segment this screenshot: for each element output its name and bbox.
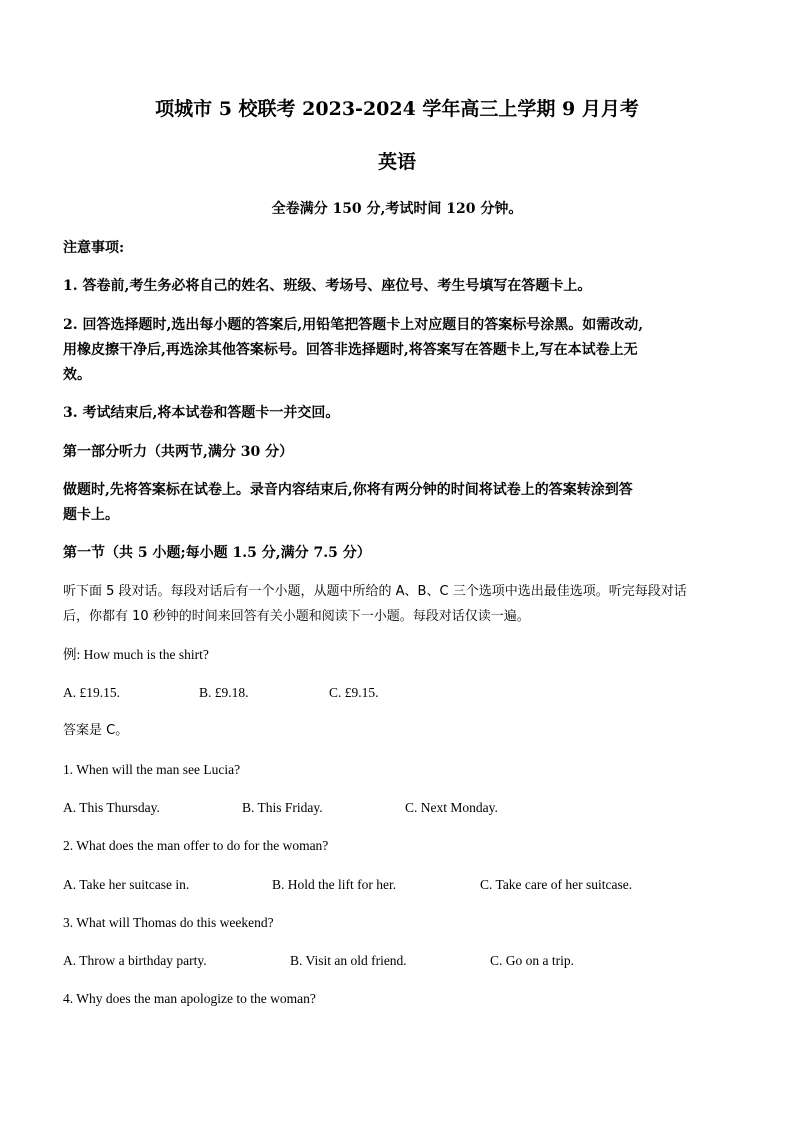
example-option-b: B. £9.18. xyxy=(199,685,249,700)
note-item-3: 3. 考试结束后,将本试卷和答题卡一并交回。 xyxy=(63,405,340,421)
notes-heading: 注意事项: xyxy=(63,240,125,256)
question-1-option-a: A. This Thursday. xyxy=(63,800,160,815)
note-item-2-line-2: 用橡皮擦干净后,再选涂其他答案标号。回答非选择题时,将答案写在答题卡上,写在本试卷上无 xyxy=(63,342,638,358)
note-item-2-line-1: 2. 回答选择题时,选出每小题的答案后,用铅笔把答题卡上对应题目的答案标号涂黑。如需改动, xyxy=(63,317,644,333)
note-item-2-line-3: 效。 xyxy=(63,367,91,383)
example-option-c: C. £9.15. xyxy=(329,685,379,700)
question-3-option-a: A. Throw a birthday party. xyxy=(63,953,207,968)
question-2-option-c: C. Take care of her suitcase. xyxy=(480,877,633,892)
subject-title: 英语 xyxy=(377,151,416,173)
score-info: 全卷满分 150 分,考试时间 120 分钟。 xyxy=(271,201,523,217)
question-1-option-c: C. Next Monday. xyxy=(405,800,498,815)
exam-title: 项城市 5 校联考 2023-2024 学年高三上学期 9 月月考 xyxy=(155,98,639,120)
note-item-1: 1. 答卷前,考生务必将自己的姓名、班级、考场号、座位号、考生号填写在答题卡上。 xyxy=(63,278,592,294)
section1-instruction-line-1: 听下面 5 段对话。每段对话后有一个小题，从题中所给的 A、B、C 三个选项中选出最佳选项。听完每段对话 xyxy=(63,584,687,599)
example-option-a: A. £19.15. xyxy=(63,685,120,700)
question-1: 1. When will the man see Lucia? xyxy=(63,762,241,777)
part1-instruction-line-2: 题卡上。 xyxy=(63,507,119,523)
section1-instruction-line-2: 后，你都有 10 秒钟的时间来回答有关小题和阅读下一小题。每段对话仅读一遍。 xyxy=(63,609,530,624)
question-2-option-b: B. Hold the lift for her. xyxy=(272,877,397,892)
example-question: 例: How much is the shirt? xyxy=(63,647,209,662)
question-4: 4. Why does the man apologize to the woman? xyxy=(63,991,316,1006)
question-3-option-c: C. Go on a trip. xyxy=(490,953,574,968)
example-answer: 答案是 C。 xyxy=(63,723,129,738)
question-2-option-a: A. Take her suitcase in. xyxy=(63,877,190,892)
question-3: 3. What will Thomas do this weekend? xyxy=(63,915,274,930)
question-3-option-b: B. Visit an old friend. xyxy=(290,953,407,968)
section1-heading: 第一节（共 5 小题;每小题 1.5 分,满分 7.5 分） xyxy=(63,545,371,561)
question-1-option-b: B. This Friday. xyxy=(242,800,323,815)
part1-heading: 第一部分听力（共两节,满分 30 分） xyxy=(63,444,294,460)
part1-instruction-line-1: 做题时,先将答案标在试卷上。录音内容结束后,你将有两分钟的时间将试卷上的答案转涂到答 xyxy=(63,482,633,498)
question-2: 2. What does the man offer to do for the woman? xyxy=(63,838,329,853)
